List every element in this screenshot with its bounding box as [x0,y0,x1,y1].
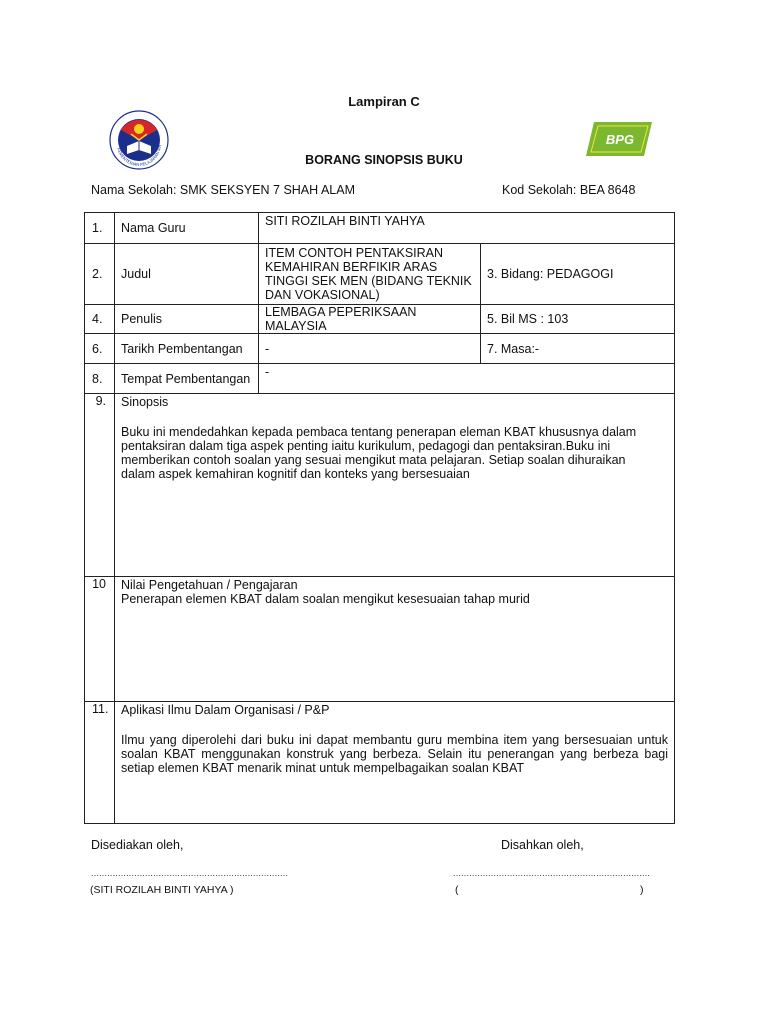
approved-name-open-paren: ( [455,884,459,896]
field-label: Judul [115,244,259,305]
school-name: Nama Sekolah: SMK SEKSYEN 7 SHAH ALAM [91,183,355,197]
row-number: 8. [85,364,115,394]
knowledge-value-label: Nilai Pengetahuan / Pengajaran [121,578,298,592]
table-row [85,394,675,577]
teacher-name-value [259,213,675,244]
row-number: 9. [85,394,115,577]
field-label: Penulis [115,305,259,334]
table-row [85,577,675,702]
field-bidang: 3. Bidang: PEDAGOGI [481,244,675,305]
author-value: LEMBAGA PEPERIKSAAN MALAYSIA [259,305,481,334]
row-number: 6. [85,334,115,364]
prepared-by-name: (SITI ROZILAH BINTI YAHYA ) [90,884,234,896]
approved-name-close-paren: ) [640,884,644,896]
table-row [85,244,675,305]
field-value: - [265,365,270,379]
presentation-place-value [259,364,675,394]
field-time: 7. Masa:- [481,334,675,364]
table-row [85,364,675,394]
approved-signature-line: ......................................................................... [453,868,651,878]
field-label: Nama Guru [115,213,259,244]
prepared-signature-line: ......................................................................... [91,868,289,878]
crest-text: KEMENTERIAN PELAJARAN MA [116,144,163,168]
school-code: Kod Sekolah: BEA 8648 [502,183,636,197]
application-label: Aplikasi Ilmu Dalam Organisasi / P&P [121,703,330,717]
prepared-by-label: Disediakan oleh, [91,838,184,852]
table-row [85,213,675,244]
application-text: Ilmu yang diperolehi dari buku ini dapat membantu guru membina item yang bersesuaian untuk soalan KBAT menggunakan konstruk yang berbeza. Selain itu penerangan yang berbeza bagi setiap elemen KBAT menarik minat untuk mempelbagaikan soalan KBAT [121,733,669,775]
row-number: 4. [85,305,115,334]
table-row [85,702,675,824]
application-block [115,702,675,824]
synopsis-form-table [84,212,675,824]
table-row [85,305,675,334]
synopsis-label: Sinopsis [121,395,169,409]
synopsis-block [115,394,675,577]
field-label: Tempat Pembentangan [115,364,259,394]
row-number: 2. [85,244,115,305]
bpg-logo-text: BPG [605,132,635,147]
field-value: SITI ROZILAH BINTI YAHYA [265,214,425,228]
field-page-count: 5. Bil MS : 103 [481,305,675,334]
knowledge-value-text: Penerapan elemen KBAT dalam soalan mengikut kesesuaian tahap murid [121,592,530,606]
synopsis-text: Buku ini mendedahkan kepada pembaca tentang penerapan eleman KBAT khususnya dalam pentaksiran dalam tiga aspek penting iaitu kurikulum, pedagogi dan pentaksiran.Buku ini memberikan contoh soalan yang sesuai mengikut mata pelajaran. Setiap soalan dihuraikan dalam aspek kemahiran kognitif dan konteks yang bersesuaian [121,425,637,481]
approved-by-label: Disahkan oleh, [501,838,584,852]
field-label: Tarikh Pembentangan [115,334,259,364]
row-number: 1. [85,213,115,244]
knowledge-value-block [115,577,675,702]
row-number: 10 [85,577,115,702]
form-title: BORANG SINOPSIS BUKU [305,153,463,167]
appendix-label: Lampiran C [348,94,420,109]
presentation-date-value: - [259,334,481,364]
row-number: 11. [85,702,115,824]
table-row [85,334,675,364]
book-title-value: ITEM CONTOH PENTAKSIRAN KEMAHIRAN BERFIKIR ARAS TINGGI SEK MEN (BIDANG TEKNIK DAN VOKASIONAL) [259,244,481,305]
